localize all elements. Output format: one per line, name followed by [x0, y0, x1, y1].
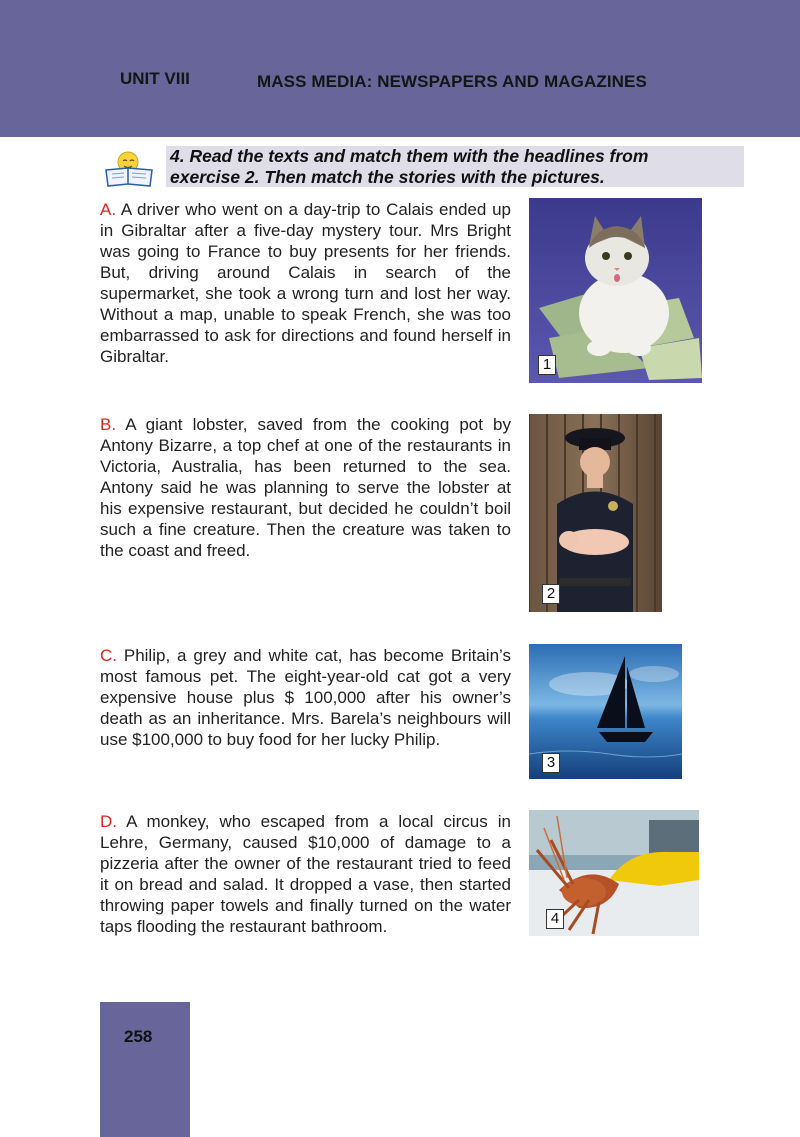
- sailboat-at-sea-photo: [529, 644, 682, 779]
- story-letter: D.: [100, 812, 117, 831]
- reading-book-icon: [104, 148, 160, 188]
- cat-on-money-photo: [529, 198, 702, 383]
- story-text: A driver who went on a day-trip to Calais ended up in Gibraltar after a five-day mystery tour. Mrs Bright was going to France to buy presents for her friends. But, driving around Calais in search of the supermarket, she took a wrong turn and lost her way. Without a map, unable to speak French, she was too embarrassed to ask for directions and found herself in Gibraltar.: [100, 200, 511, 366]
- task-instruction: [170, 146, 750, 188]
- story-text: A giant lobster, saved from the cooking pot by Antony Bizarre, a top chef at one of the restaurants in Victoria, Australia, has been returned to the sea. Antony said he was planning to serve the lobster at his expensive restaurant, but decided he couldn’t boil such a fine creature. Then the creature was taken to the coast and freed.: [100, 415, 511, 560]
- story-letter: C.: [100, 646, 117, 665]
- story-d: [100, 811, 511, 937]
- story-c: [100, 645, 511, 750]
- picture-number: 1: [538, 355, 556, 375]
- page-number-bar: [100, 1002, 190, 1137]
- task-line-1: 4. Read the texts and match them with the headlines from: [170, 146, 649, 166]
- police-officer-with-baby-photo: [529, 414, 662, 612]
- page-number: 258: [124, 1027, 153, 1046]
- task-line-2: exercise 2. Then match the stories with the pictures.: [170, 167, 605, 187]
- story-letter: A.: [100, 200, 117, 219]
- picture-number: 3: [542, 753, 560, 773]
- chapter-title: MASS MEDIA: NEWSPAPERS AND MAGAZINES: [257, 72, 647, 91]
- unit-label: UNIT VIII: [120, 69, 190, 88]
- story-text: Philip, a grey and white cat, has become Britain’s most famous pet. The eight-year-old cat got a very expensive house plus $ 100,000 after his owner’s death as an inheritance. Mrs. Barela’s neighbours will use $100,000 to buy food for her lucky Philip.: [100, 646, 511, 749]
- lobster-in-kitchen-photo: [529, 810, 699, 936]
- picture-number: 4: [546, 909, 564, 929]
- story-a: [100, 199, 511, 367]
- picture-number: 2: [542, 584, 560, 604]
- story-text: A monkey, who escaped from a local circus in Lehre, Germany, caused $10,000 of damage to a pizzeria after the owner of the restaurant tried to feed it on bread and salad. It dropped a vase, then started throwing paper towels and finally turned on the water taps flooding the restaurant bathroom.: [100, 812, 511, 936]
- story-letter: B.: [100, 415, 117, 434]
- story-b: [100, 414, 511, 561]
